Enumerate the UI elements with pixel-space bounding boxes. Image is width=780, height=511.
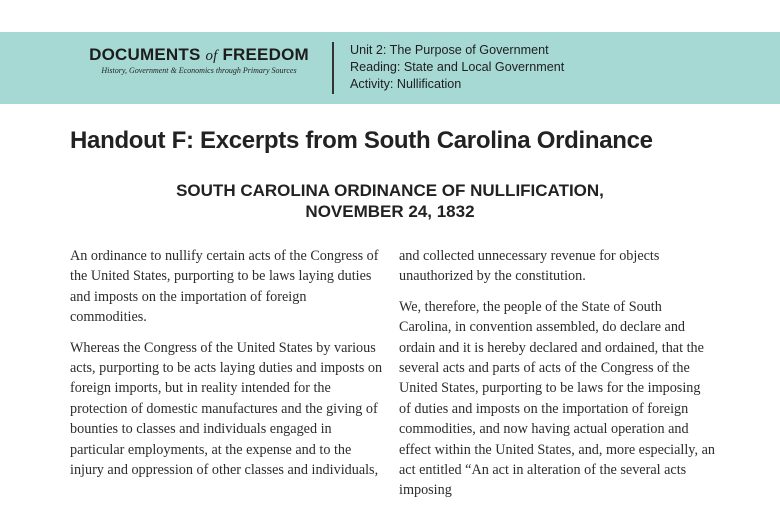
paragraph: Whereas the Congress of the United States by various acts, purporting to be acts laying duties and imposts on foreign imports, but in reality intended for the protection of domestic manufactures and the giving of bounties to classes and individuals engaged in particular employments, at the expense and to the injury and oppression of other classes and individuals,	[70, 339, 383, 479]
brand-logo	[76, 45, 322, 75]
paragraph: We, therefore, the people of the State of South Carolina, in convention assembled, do declare and ordain and it is hereby declared and ordained, that the several acts and parts of acts of the Congress of the United States, purporting to be laws for the imposing of duties and imposts on the importation of foreign commodities, and now having actual operation and effect within the United States, and, more especially, an act entitled “An act in alteration of the several acts imposing	[399, 298, 715, 499]
document-heading-line1: SOUTH CAROLINA ORDINANCE OF NULLIFICATION,	[176, 181, 604, 200]
brand-title-documents: DOCUMENTS	[89, 45, 201, 64]
document-heading	[70, 180, 710, 222]
right-column	[399, 246, 715, 511]
header-banner	[0, 32, 780, 104]
header-divider	[332, 42, 334, 94]
left-column	[70, 246, 386, 490]
brand-title-freedom: FREEDOM	[222, 45, 309, 64]
brand-title-of: of	[205, 48, 218, 64]
paragraph: An ordinance to nullify certain acts of the Congress of the United States, purporting to be laws laying duties and imposts on the importation of foreign commodities.	[70, 248, 379, 326]
unit-label: Unit 2: The Purpose of Government	[350, 43, 549, 57]
brand-title	[76, 45, 322, 65]
brand-subtitle: History, Government & Economics through Primary Sources	[101, 66, 297, 75]
activity-label: Activity: Nullification	[350, 76, 462, 91]
page-title: Handout F: Excerpts from South Carolina Ordinance	[70, 127, 653, 154]
reading-label: Reading: State and Local Government	[350, 59, 565, 74]
document-heading-line2: NOVEMBER 24, 1832	[305, 202, 475, 221]
unit-info	[350, 42, 564, 92]
paragraph: and collected unnecessary revenue for objects unauthorized by the constitution.	[399, 248, 660, 285]
